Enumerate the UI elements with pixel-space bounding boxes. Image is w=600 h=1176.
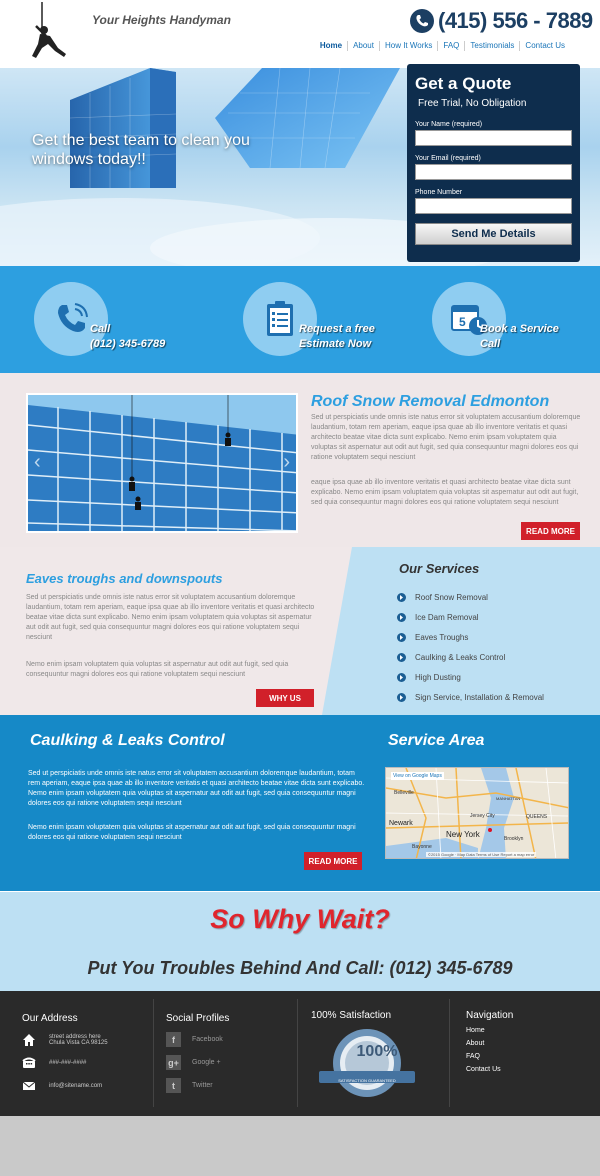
view-on-google-maps-link[interactable]: View on Google Maps — [393, 773, 442, 779]
twitter-link[interactable]: t Twitter — [166, 1078, 291, 1093]
map-label-new-york: New York — [446, 830, 480, 839]
address-line-2: Chula Vista CA 98125 — [49, 1040, 108, 1046]
footer-nav-home[interactable]: Home — [466, 1027, 485, 1034]
email-input[interactable] — [415, 164, 572, 180]
hero-headline: Get the best team to clean you windows today!! — [32, 132, 250, 168]
footer-nav-contact[interactable]: Contact Us — [466, 1066, 501, 1073]
phone-label: Phone Number — [415, 189, 463, 196]
nav-home[interactable]: Home — [315, 41, 348, 51]
name-input[interactable] — [415, 130, 572, 146]
eaves-section — [0, 547, 600, 715]
services-title: Our Services — [399, 561, 480, 576]
telephone-icon — [22, 1056, 36, 1070]
main-nav — [315, 41, 570, 51]
map-label-queens: QUEENS — [526, 814, 548, 820]
phone-input[interactable] — [415, 198, 572, 214]
roof-read-more-button[interactable]: READ MORE — [521, 522, 580, 540]
climber-logo-icon — [22, 2, 72, 66]
service-item[interactable] — [397, 627, 544, 647]
caulking-read-more-button[interactable]: READ MORE — [304, 852, 362, 870]
page-bottom-bar — [0, 1116, 600, 1176]
quote-title: Get a Quote — [415, 74, 512, 93]
slider-next-icon[interactable]: › — [283, 451, 290, 473]
call-label: Call — [90, 323, 111, 335]
site-footer — [0, 991, 600, 1116]
footer-divider — [153, 999, 154, 1107]
service-item[interactable] — [397, 587, 544, 607]
service-item[interactable] — [397, 687, 544, 707]
footer-social-title: Social Profiles — [166, 1013, 230, 1024]
site-header — [0, 0, 600, 68]
service-label: Caulking & Leaks Control — [415, 652, 506, 662]
facebook-link[interactable]: f Facebook — [166, 1032, 291, 1047]
service-item[interactable] — [397, 607, 544, 627]
estimate-label-1: Request a free — [299, 323, 375, 335]
footer-address-title: Our Address — [22, 1013, 78, 1024]
chevron-right-icon — [397, 653, 406, 662]
guarantee-badge-icon — [311, 1023, 421, 1103]
estimate-item[interactable] — [243, 282, 413, 362]
facebook-icon: f — [166, 1032, 181, 1047]
footer-nav-title: Navigation — [466, 1010, 514, 1021]
nav-faq[interactable]: FAQ — [438, 41, 465, 51]
footer-divider — [449, 999, 450, 1107]
eaves-paragraph-1: Sed ut perspiciatis unde omnis iste natus error sit voluptatem accusantium doloremque laudantium, totam rem aperiam, eaque ipsa quae ab illo inventore veritatis et quasi architecto beatae vitae dicta sunt explicabo. Nemo enim ipsam voluptatem quia voluptas sit aspernatur aut odit aut fugit, sed quia consequuntur magni dolores eos qui ratione voluptatem sequi nesciunt — [26, 594, 315, 641]
call-band — [0, 266, 600, 373]
twitter-icon: t — [166, 1078, 181, 1093]
footer-satisfaction — [311, 1000, 441, 1108]
map-label-manhattan: MANHATTAN — [496, 796, 521, 801]
map-label-belleville: Belleville — [394, 790, 414, 796]
service-item[interactable] — [397, 667, 544, 687]
window-cleaners-image — [28, 395, 298, 533]
call-item[interactable] — [34, 282, 204, 362]
slider-prev-icon[interactable]: ‹ — [34, 451, 41, 473]
map-footer: ©2015 Google · Map Data Terms of Use Report a map error — [428, 852, 535, 857]
footer-email[interactable]: info@sitename.com — [49, 1083, 103, 1089]
service-item[interactable] — [397, 647, 544, 667]
header-phone[interactable] — [410, 8, 593, 34]
nav-about[interactable]: About — [348, 41, 380, 51]
book-label-2: Call — [480, 338, 501, 350]
eaves-paragraph-2: Nemo enim ipsam voluptatem quia voluptas sit aspernatur aut odit aut fugit, sed quia consequuntur magni dolores eos qui ratione voluptatem sequi nesciunt — [26, 661, 289, 678]
name-label: Your Name (required) — [415, 121, 483, 128]
svg-text:5: 5 — [459, 315, 466, 329]
email-label: Your Email (required) — [415, 155, 481, 162]
footer-navigation — [466, 1000, 576, 1108]
footer-phone[interactable]: ###-###-#### — [49, 1060, 87, 1066]
site-name[interactable]: Your Heights Handyman — [92, 13, 231, 27]
footer-address — [22, 1000, 147, 1108]
cta-section — [0, 891, 600, 991]
footer-divider — [297, 999, 298, 1107]
home-icon — [22, 1033, 36, 1047]
cta-subtitle: Put You Troubles Behind And Call: (012) 345-6789 — [87, 958, 513, 978]
why-us-button[interactable]: WHY US — [256, 689, 314, 707]
send-details-button[interactable]: Send Me Details — [415, 223, 572, 245]
footer-social — [166, 1000, 291, 1108]
chevron-right-icon — [397, 693, 406, 702]
services-list — [397, 587, 544, 707]
map-label-bayonne: Bayonne — [412, 844, 432, 850]
service-label: Sign Service, Installation & Removal — [415, 692, 544, 702]
chevron-right-icon — [397, 593, 406, 602]
nav-contact-us[interactable]: Contact Us — [525, 41, 565, 50]
nav-how-it-works[interactable]: How It Works — [380, 41, 438, 51]
roof-section — [0, 373, 600, 547]
image-slider[interactable] — [26, 393, 298, 533]
service-label: Eaves Troughs — [415, 632, 469, 642]
roof-paragraph-2: eaque ipsa quae ab illo inventore veritatis et quasi architecto beatae vitae dicta sunt explicabo. Nemo enim ipsam voluptatem quia voluptas sit aspernatur aut odit aut fugit, sed quia consequuntur magni dolores eos qui ratione voluptatem sequi nesciunt — [311, 479, 579, 506]
phone-icon — [410, 9, 434, 33]
map-label-jersey-city: Jersey City — [470, 813, 495, 819]
header-phone-number: (415) 556 - 7889 — [438, 8, 593, 33]
badge-percent: 100% — [356, 1043, 398, 1060]
address-line-1: street address here — [49, 1034, 101, 1040]
book-service-item[interactable] — [432, 282, 600, 362]
caulking-paragraph-2: Nemo enim ipsam voluptatem quia voluptas sit aspernatur aut odit aut fugit, sed quia consequuntur magni dolores eos qui ratione voluptatem sequi nesciunt — [28, 824, 356, 841]
map-label-newark: Newark — [389, 820, 413, 827]
roof-title: Roof Snow Removal Edmonton — [311, 393, 550, 410]
quote-subtitle: Free Trial, No Obligation — [418, 98, 527, 109]
map-label-brooklyn: Brooklyn — [504, 836, 524, 842]
caulking-section — [0, 715, 600, 891]
eaves-title: Eaves troughs and downspouts — [26, 571, 223, 586]
chevron-right-icon — [397, 673, 406, 682]
book-label-1: Book a Service — [480, 323, 559, 335]
caulking-paragraph-1: Sed ut perspiciatis unde omnis iste natus error sit voluptatem accusantium doloremque laudantium, totam rem aperiam, eaque ipsa quae ab illo inventore veritatis et quasi architecto beatae vitae dicta sunt explicabo. Nemo enim ipsam voluptatem quia voluptas sit aspernatur aut odit aut fugit, sed quia consequuntur magni dolores eos qui ratione voluptatem sequi nesciunt — [28, 770, 365, 807]
chevron-right-icon — [397, 613, 406, 622]
estimate-label-2: Estimate Now — [299, 338, 372, 350]
nav-testimonials[interactable]: Testimonials — [465, 41, 520, 51]
badge-ribbon: SATISFACTION GUARANTEED — [338, 1078, 396, 1083]
service-label: High Dusting — [415, 672, 461, 682]
footer-nav-faq[interactable]: FAQ — [466, 1053, 481, 1060]
google-plus-link[interactable]: g+ Google + — [166, 1055, 291, 1070]
footer-satisfaction-title: 100% Satisfaction — [311, 1010, 392, 1021]
service-label: Ice Dam Removal — [415, 612, 479, 622]
service-label: Roof Snow Removal — [415, 592, 488, 602]
envelope-icon — [22, 1079, 36, 1093]
footer-nav-about[interactable]: About — [466, 1040, 485, 1047]
roof-paragraph-1: Sed ut perspiciatis unde omnis iste natus error sit voluptatem accusantium doloremque laudantium, totam rem aperiam, eaque ipsa quae ab illo inventore veritatis et quasi architecto beatae vitae dicta sunt explicabo. Nemo enim ipsam voluptatem quia voluptas sit aspernatur aut odit aut fugit, sed quia consequuntur magni dolores eos qui ratione voluptatem sequi nesciunt — [311, 414, 581, 461]
quote-form — [407, 64, 580, 262]
cta-title: So Why Wait? — [210, 904, 390, 934]
caulking-title: Caulking & Leaks Control — [30, 732, 225, 749]
call-number: (012) 345-6789 — [90, 338, 166, 350]
service-area-map[interactable] — [385, 767, 569, 859]
google-plus-icon: g+ — [166, 1055, 181, 1070]
service-area-title: Service Area — [388, 732, 485, 749]
chevron-right-icon — [397, 633, 406, 642]
